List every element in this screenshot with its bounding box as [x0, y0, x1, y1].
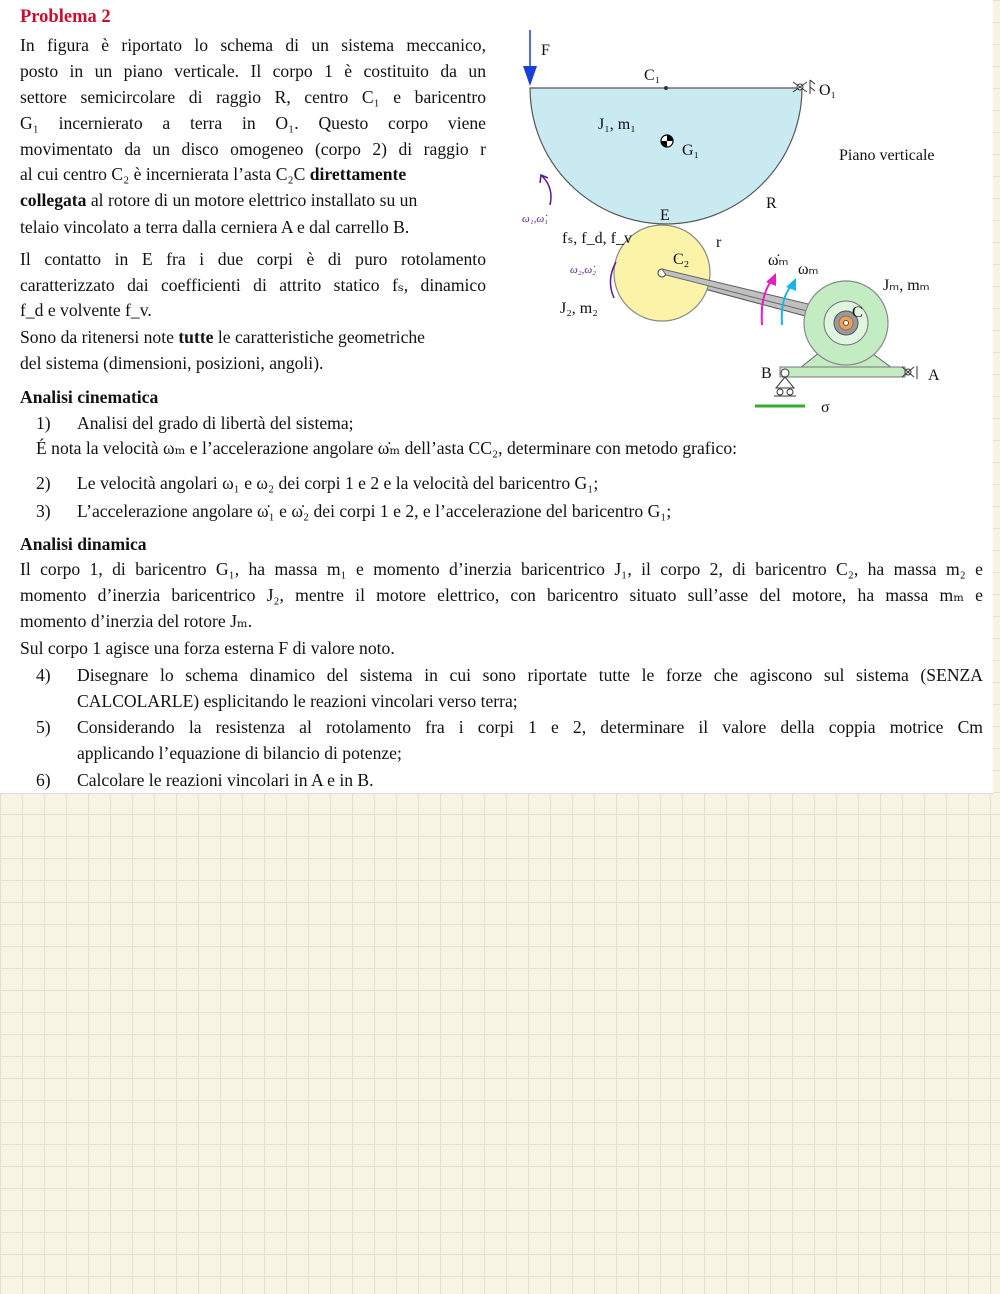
- bold-direttamente: direttamente: [309, 164, 407, 184]
- bold-collegata: collegata: [20, 190, 87, 210]
- label-B: B: [761, 365, 772, 382]
- intro-line-6-text: al cui centro C₂ è incernierata l’asta C₂C: [20, 164, 306, 184]
- motor: [800, 281, 892, 368]
- dyn-para-3: momento d’inerzia del rotore Jₘ.: [20, 611, 253, 631]
- kin-item-1-num: 1): [36, 413, 51, 433]
- dyn-item-5-num: 5): [36, 717, 51, 737]
- label-friction-coeffs: fₛ, f_d, f_v: [562, 230, 632, 247]
- kin-item-3-num: 3): [36, 501, 51, 521]
- force-arrow: [523, 30, 537, 86]
- kin-item-2-text: Le velocità angolari ω₁ e ω₂ dei corpi 1 e 2 e la velocità del baricentro G₁;: [77, 473, 599, 493]
- intro-line-7: [20, 188, 417, 213]
- label-F: F: [541, 42, 550, 59]
- label-omega-dot-m: ω̇ₘ: [768, 252, 789, 269]
- dyn-force-line: Sul corpo 1 agisce una forza esterna F di valore noto.: [20, 638, 395, 658]
- label-omega-m: ωₘ: [798, 261, 819, 278]
- label-R: R: [766, 195, 777, 212]
- label-C1: C₁: [644, 67, 661, 84]
- dyn-item-4-line-2: CALCOLARLE) esplicitando le reazioni vincolari verso terra;: [77, 691, 518, 711]
- intro-line-3: settore semicircolare di raggio R, centro C₁ e baricentro: [20, 87, 486, 107]
- label-sigma: σ: [821, 399, 830, 415]
- known-line-2: del sistema (dimensioni, posizioni, angoli).: [20, 353, 324, 373]
- dyn-para-1: Il corpo 1, di baricentro G₁, ha massa m₁ e momento d’inerzia baricentrico J₁, il corpo 2, di baricentro C₂, ha massa m₂ e: [20, 559, 983, 579]
- kin-item-3-text: L’accelerazione angolare ω̇₁ e ω̇₂ dei corpi 1 e 2, e l’accelerazione del baricentro G₁;: [77, 501, 672, 521]
- dyn-item-5-line-1: Considerando la resistenza al rotolamento fra i corpi 1 e 2, determinare il valore della coppia motrice Cm: [77, 717, 983, 737]
- intro-line-7-text: al rotore di un motore elettrico installato su un: [90, 190, 418, 210]
- known-line-1-bold: tutte: [178, 327, 214, 347]
- label-C2: C₂: [673, 251, 690, 268]
- problem-title: Problema 2: [20, 7, 111, 27]
- intro-line-6: [20, 162, 406, 187]
- mechanism-diagram: [510, 30, 980, 415]
- label-E: E: [660, 207, 670, 224]
- dynamics-heading: Analisi dinamica: [20, 534, 147, 554]
- g1-centroid-icon: [661, 135, 673, 147]
- label-J1m1: J₁, m₁: [598, 116, 636, 133]
- intro-line-8: telaio vincolato a terra dalla cerniera A e dal carrello B.: [20, 217, 410, 237]
- dyn-item-4-num: 4): [36, 665, 51, 685]
- known-line-1-post: le caratteristiche geometriche: [213, 327, 425, 347]
- hand-label-2: ω₂,ω̇₂: [570, 264, 596, 276]
- label-piano-verticale: Piano verticale: [839, 147, 935, 164]
- intro-line-2: posto in un piano verticale. Il corpo 1 è costituito da un: [20, 61, 486, 81]
- intro-line-1: In figura è riportato lo schema di un sistema meccanico,: [20, 35, 486, 55]
- kin-note: É nota la velocità ωₘ e l’accelerazione angolare ω̇ₘ dell’asta CC₂, determinare con metodo grafico:: [36, 438, 738, 458]
- hand-label-1: ω₁,ω̇₁: [522, 213, 548, 225]
- dyn-item-6-num: 6): [36, 770, 51, 790]
- kin-item-1-text: Analisi del grado di libertà del sistema;: [77, 413, 354, 433]
- dyn-para-2: momento d’inerzia baricentrico J₂, mentre il motore elettrico, con baricentro situato sull’asse del motore, ha massa mₘ e: [20, 585, 983, 605]
- dyn-item-4-line-1: Disegnare lo schema dinamico del sistema in cui sono riportate tutte le forze che agiscono sul sistema (SENZA: [77, 665, 983, 685]
- contact-line-1: Il contatto in E fra i due corpi è di puro rotolamento: [20, 249, 486, 269]
- c1-point: [664, 86, 668, 90]
- hand-arrow-1: [540, 175, 551, 205]
- contact-line-2: caratterizzato dai coefficienti di attrito statico fₛ, dinamico: [20, 275, 486, 295]
- known-line-1: [20, 325, 425, 350]
- label-G1: G₁: [682, 142, 700, 159]
- frame-bar: [780, 367, 905, 377]
- dyn-item-5-line-2: applicando l’equazione di bilancio di potenze;: [77, 743, 402, 763]
- label-r: r: [716, 234, 722, 251]
- label-Jm-mm: Jₘ, mₘ: [883, 277, 930, 294]
- dyn-item-6-line-1: Calcolare le reazioni vincolari in A e in B.: [77, 770, 374, 790]
- intro-line-4: G₁ incernierato a terra in O₁. Questo corpo viene: [20, 113, 486, 133]
- kinematics-heading: Analisi cinematica: [20, 387, 159, 407]
- known-line-1-pre: Sono da ritenersi note: [20, 327, 179, 347]
- label-C: C: [852, 304, 863, 321]
- label-J2m2: J₂, m₂: [560, 300, 598, 317]
- contact-line-3: f_d e volvente f_v.: [20, 300, 152, 320]
- label-A: A: [928, 367, 940, 384]
- body1-sector: [530, 88, 802, 224]
- kin-item-2-num: 2): [36, 473, 51, 493]
- intro-line-5: movimentato da un disco omogeneo (corpo 2) di raggio r: [20, 139, 486, 159]
- label-O1: O₁: [819, 82, 837, 99]
